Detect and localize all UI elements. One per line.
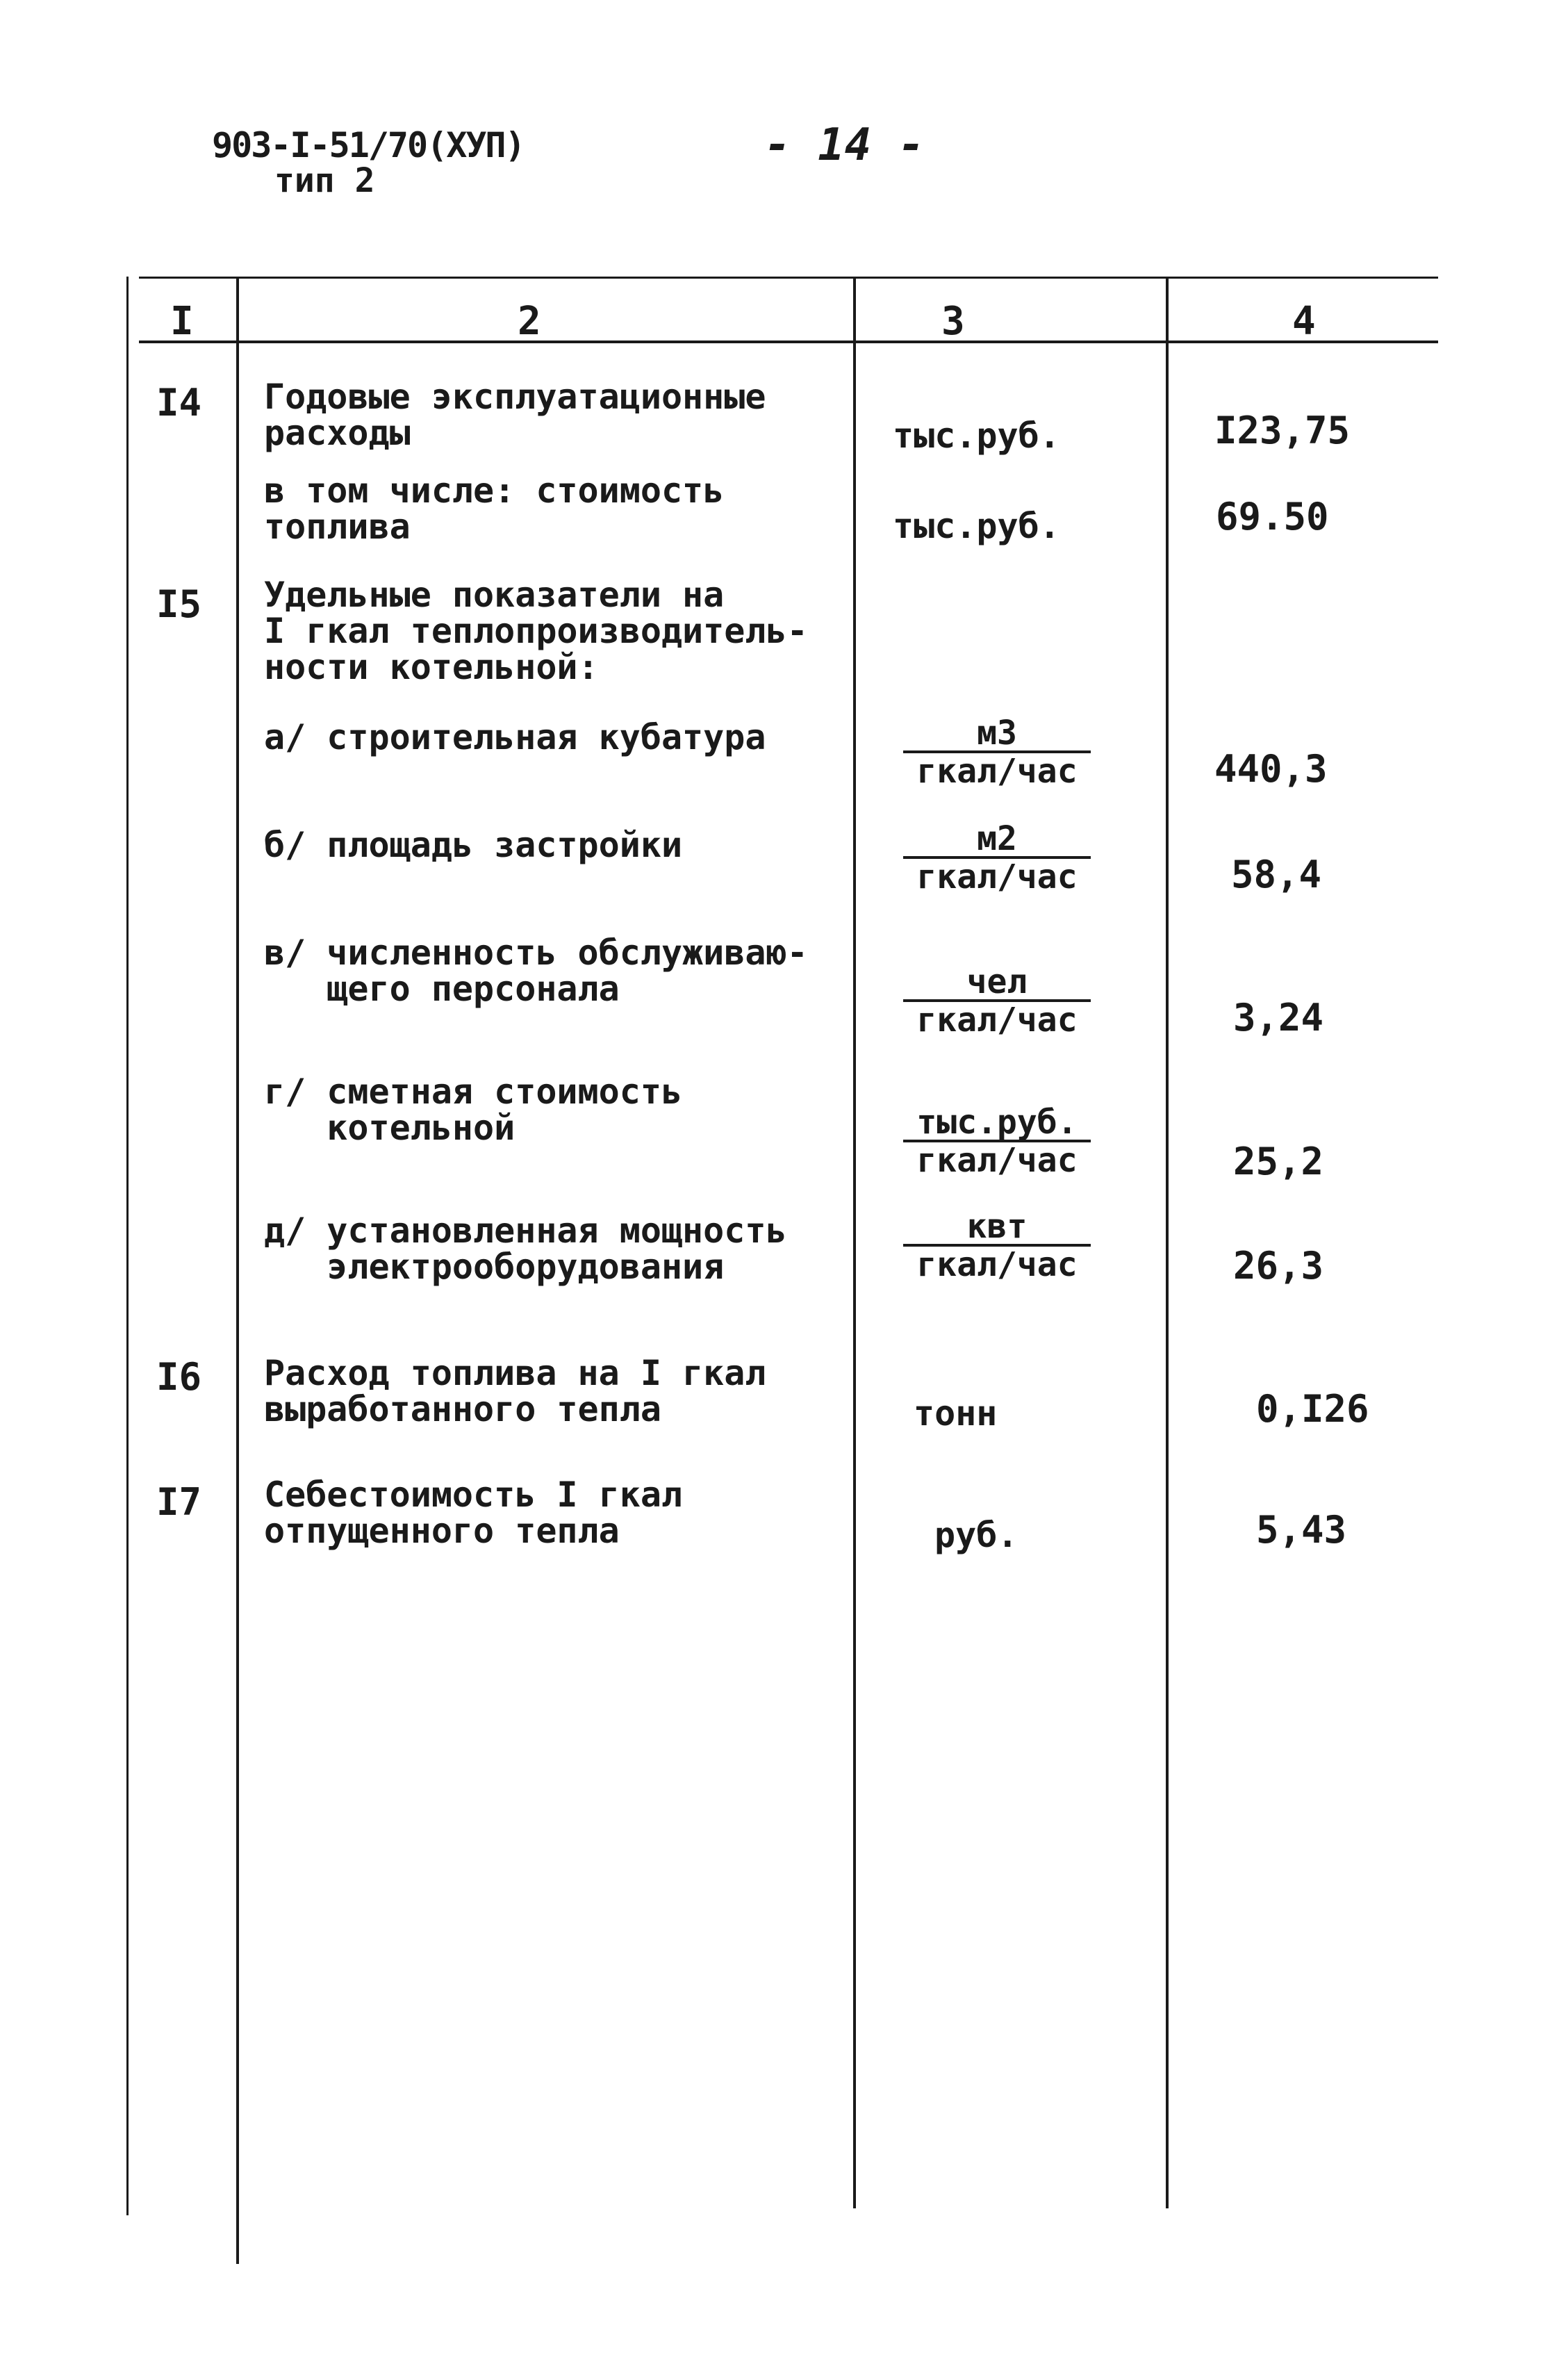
row-15d-description: д/ установленная мощность электрооборудования	[264, 1210, 787, 1287]
row-15v-unit-denominator: гкал/час	[916, 1001, 1078, 1040]
row-17-value: 5,43	[1256, 1508, 1347, 1552]
row-16-description: Расход топлива на I гкал выработанного тепла	[264, 1353, 766, 1429]
row-16-unit: тонн	[914, 1393, 998, 1434]
row-14-sub-value: 69.50	[1216, 495, 1329, 539]
row-15d-value: 26,3	[1233, 1244, 1324, 1288]
row-16-value: 0,I26	[1256, 1387, 1369, 1431]
row-15a-value: 440,3	[1214, 747, 1328, 791]
row-15a-unit	[903, 716, 1091, 789]
document-code: 903-I-51/70(ХУП)	[212, 125, 525, 165]
row-15a-unit-numerator: м3	[903, 716, 1091, 753]
row-15a-unit-denominator: гкал/час	[916, 752, 1078, 791]
column-header-1: I	[170, 299, 194, 344]
row-15g-value: 25,2	[1233, 1140, 1324, 1183]
row-15g-unit-numerator: тыс.руб.	[903, 1105, 1091, 1142]
row-14-value: I23,75	[1214, 409, 1351, 452]
row-15v-description: в/ численность обслуживаю- щего персонала	[264, 933, 808, 1009]
row-number-16: I6	[156, 1355, 202, 1399]
row-number-14: I4	[156, 381, 202, 425]
row-15g-unit-denominator: гкал/час	[916, 1141, 1078, 1180]
row-number-17: I7	[156, 1480, 202, 1524]
row-15b-description: б/ площадь застройки	[264, 825, 683, 865]
row-15b-unit	[903, 821, 1091, 895]
row-14-sub-unit: тыс.руб.	[893, 506, 1060, 546]
row-17-unit: руб.	[934, 1515, 1018, 1555]
table-header-separator	[139, 340, 1438, 343]
column-divider-1	[236, 277, 239, 2264]
row-15v-unit-numerator: чел	[903, 965, 1091, 1002]
row-15b-unit-numerator: м2	[903, 821, 1091, 859]
row-15d-unit	[903, 1209, 1091, 1283]
row-15g-description: г/ сметная стоимость котельной	[264, 1072, 683, 1148]
row-15v-unit	[903, 962, 1091, 1040]
row-15d-unit-numerator: квт	[903, 1209, 1091, 1247]
column-divider-left-edge	[126, 277, 129, 2215]
row-15g-unit	[903, 1105, 1091, 1179]
column-header-4: 4	[1292, 299, 1316, 344]
table-top-border	[139, 277, 1438, 279]
row-17-description: Себестоимость I гкал отпущенного тепла	[264, 1475, 683, 1551]
row-15b-value: 58,4	[1231, 853, 1322, 896]
document-type-label: тип 2	[274, 161, 375, 200]
row-14-description: Годовые эксплуатационные расходы	[264, 377, 766, 453]
row-15b-unit-denominator: гкал/час	[916, 857, 1078, 896]
row-15v-value: 3,24	[1233, 996, 1324, 1040]
row-14-sub-description: в том числе: стоимость топлива	[264, 470, 725, 547]
row-15-description: Удельные показатели на I гкал теплопроизводитель- ности котельной:	[264, 575, 808, 687]
row-number-15: I5	[156, 582, 202, 626]
row-15d-unit-denominator: гкал/час	[916, 1245, 1078, 1284]
column-divider-3	[1166, 277, 1169, 2208]
row-15a-description: а/ строительная кубатура	[264, 717, 766, 757]
page-number: - 14 -	[764, 120, 925, 171]
column-header-3: 3	[941, 299, 965, 344]
column-header-2: 2	[518, 299, 541, 344]
column-divider-2	[853, 277, 856, 2208]
row-14-unit: тыс.руб.	[893, 416, 1060, 456]
